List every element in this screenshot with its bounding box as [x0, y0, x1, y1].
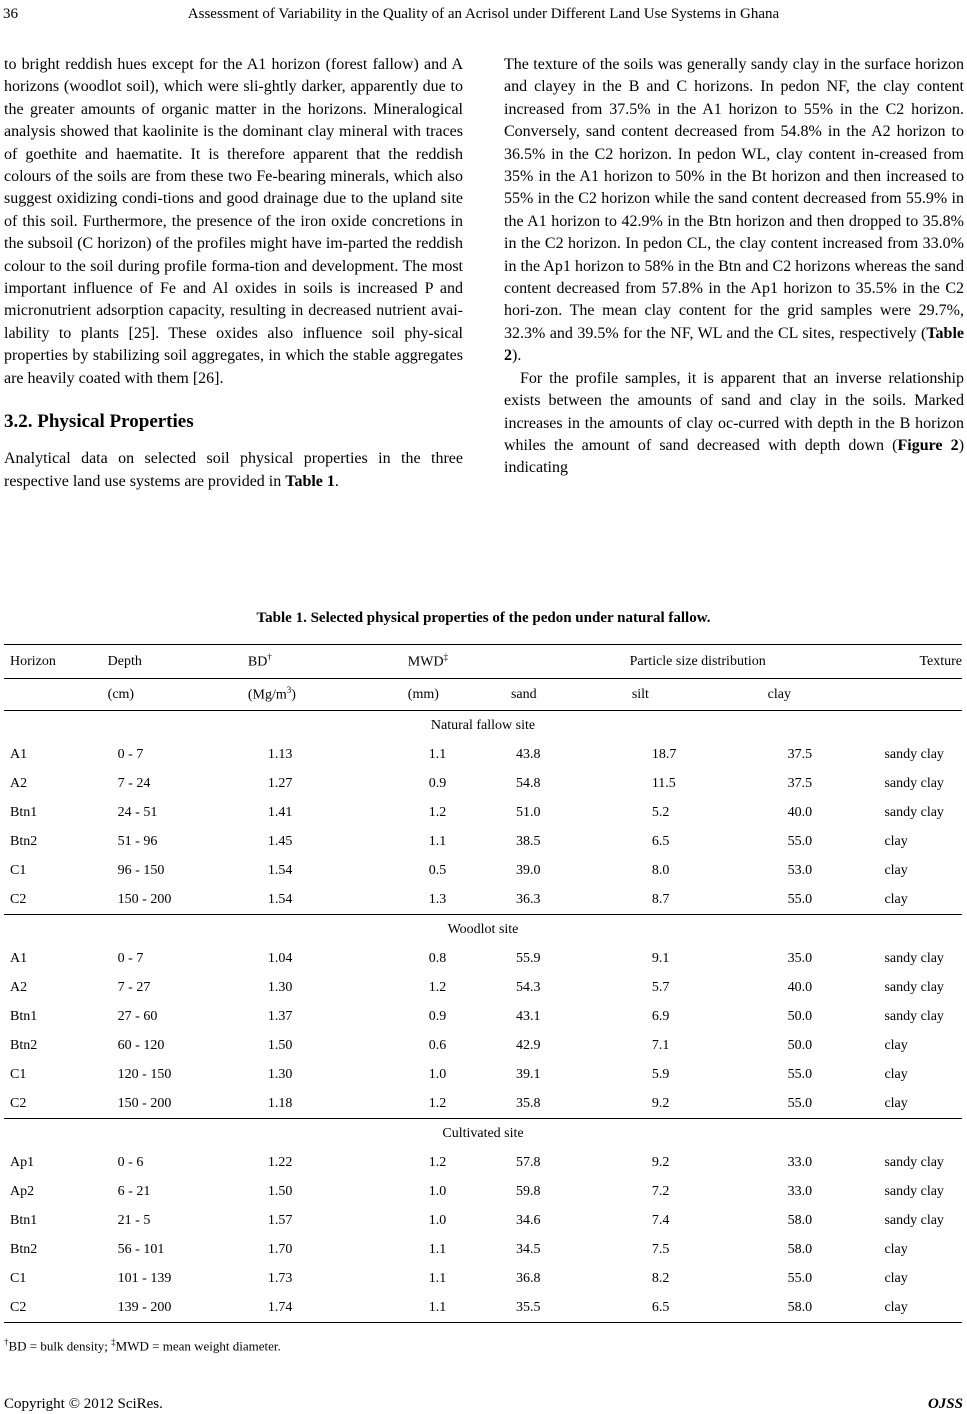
unit-clay: clay: [768, 679, 885, 711]
cell-horizon: C2: [10, 1095, 27, 1111]
site-label: Natural fallow site: [4, 711, 962, 741]
site-label: Woodlot site: [4, 915, 962, 945]
cell-mwd: 1.1: [408, 1293, 511, 1323]
cell-horizon: Btn2: [10, 1241, 38, 1257]
journal-abbrev: OJSS: [927, 1396, 963, 1412]
cell-depth: 150 - 200: [117, 891, 172, 907]
cell-depth: 139 - 200: [108, 1293, 248, 1323]
cell-texture: sandy clay: [884, 950, 944, 966]
cell-clay: 33.0: [787, 1183, 813, 1199]
cell-sand: 51.0: [515, 804, 541, 820]
cell-sand: 43.1: [515, 1008, 541, 1024]
table-row: [4, 1206, 962, 1235]
table-units-row: [4, 679, 962, 711]
table-row: [4, 856, 962, 885]
cell-depth: 24 - 51: [117, 804, 158, 820]
cell-silt: 6.5: [632, 1293, 768, 1323]
cell-mwd: 1.2: [428, 979, 447, 995]
cell-depth: 7 - 24: [117, 775, 151, 791]
table-row: [4, 1177, 962, 1206]
cell-horizon: Btn2: [10, 1037, 38, 1053]
right-paragraph-2-text: For the profile samples, it is apparent that an inverse relationship exists between the amounts of sand and clay in the soils. Marked increases in the amounts of clay oc-curred with depth in the B horizon whiles the amount of sand decreased with depth down (: [504, 369, 964, 454]
cell-texture: clay: [884, 1270, 908, 1286]
cell-horizon: C1: [10, 862, 27, 878]
cell-silt: 5.7: [651, 979, 670, 995]
cell-horizon: Ap2: [10, 1183, 35, 1199]
cell-bulk-density: 1.50: [267, 1037, 293, 1053]
table-header-row: [4, 645, 962, 679]
cell-texture: clay: [884, 833, 908, 849]
cell-silt: 6.9: [651, 1008, 670, 1024]
cell-mwd: 1.1: [428, 1241, 447, 1257]
left-paragraph-2-text: Analytical data on selected soil physical properties in the three respective land use systems are provided in: [4, 450, 463, 490]
cell-depth: 56 - 101: [117, 1241, 165, 1257]
cell-horizon: C1: [10, 1066, 27, 1082]
cell-texture: sandy clay: [884, 979, 944, 995]
cell-sand: 42.9: [515, 1037, 541, 1053]
cell-silt: 7.4: [651, 1212, 670, 1228]
cell-horizon: C2: [10, 891, 27, 907]
cell-bulk-density: 1.73: [267, 1270, 293, 1286]
cell-silt: 9.2: [651, 1154, 670, 1170]
cell-mwd: 1.1: [428, 1270, 447, 1286]
cell-bulk-density: 1.37: [267, 1008, 293, 1024]
cell-texture: clay: [884, 1293, 962, 1323]
table-row: [4, 798, 962, 827]
cell-bulk-density: 1.30: [267, 979, 293, 995]
cell-mwd: 1.2: [428, 1154, 447, 1170]
left-column: [4, 54, 463, 493]
cell-clay: 50.0: [787, 1037, 813, 1053]
cell-clay: 33.0: [787, 1154, 813, 1170]
cell-silt: 7.1: [651, 1037, 670, 1053]
table-row: [4, 740, 962, 769]
right-paragraph-2-end: ) indicating: [504, 436, 965, 477]
cell-bulk-density: 1.30: [267, 1066, 293, 1082]
cell-bulk-density: 1.54: [267, 891, 293, 907]
cell-depth: 0 - 6: [117, 1154, 144, 1170]
cell-depth: 60 - 120: [117, 1037, 165, 1053]
cell-horizon: A2: [10, 775, 28, 791]
cell-depth: 101 - 139: [117, 1270, 172, 1286]
cell-sand: 59.8: [515, 1183, 541, 1199]
running-title: Assessment of Variability in the Quality of an Acrisol under Different Land Use Systems in Ghana: [187, 6, 780, 22]
unit-bd: $(Mg/m^3)$: [248, 679, 408, 711]
cell-horizon: A2: [10, 979, 28, 995]
cell-sand: 39.0: [515, 862, 541, 878]
cell-mwd: 1.0: [428, 1066, 447, 1082]
table-row: [4, 973, 962, 1002]
cell-bulk-density: 1.45: [267, 833, 293, 849]
site-label: Cultivated site: [4, 1119, 962, 1149]
cell-texture: sandy clay: [884, 804, 944, 820]
cell-clay: 55.0: [787, 833, 813, 849]
cell-horizon: C1: [10, 1270, 27, 1286]
cell-sand: 36.3: [515, 891, 541, 907]
cell-mwd: 1.2: [428, 1095, 447, 1111]
header-depth: Depth: [108, 645, 248, 679]
cell-bulk-density: 1.41: [267, 804, 293, 820]
cell-depth: 150 - 200: [117, 1095, 172, 1111]
cell-silt: 9.1: [651, 950, 670, 966]
table-row: [4, 1293, 962, 1323]
cell-sand: 34.5: [515, 1241, 541, 1257]
cell-silt: 11.5: [651, 775, 676, 791]
cell-texture: sandy clay: [884, 1008, 944, 1024]
cell-texture: clay: [884, 862, 908, 878]
cell-mwd: 0.5: [428, 862, 447, 878]
cell-clay: 58.0: [787, 1241, 813, 1257]
cell-bulk-density: 1.18: [267, 1095, 293, 1111]
cell-sand: 35.5: [511, 1293, 632, 1323]
cell-silt: 7.2: [651, 1183, 670, 1199]
header-texture: Texture: [884, 645, 962, 679]
cell-texture: clay: [884, 1241, 908, 1257]
cell-texture: clay: [884, 1037, 908, 1053]
left-paragraph-2: [4, 448, 463, 493]
cell-bulk-density: 1.70: [267, 1241, 293, 1257]
header-particle-size: Particle size distribution: [511, 645, 884, 679]
unit-sand: sand: [511, 679, 632, 711]
cell-sand: 57.8: [515, 1154, 541, 1170]
cell-bulk-density: 1.57: [267, 1212, 293, 1228]
cell-clay: 55.0: [787, 1270, 813, 1286]
cell-bulk-density: 1.50: [267, 1183, 293, 1199]
cell-silt: 5.9: [651, 1066, 670, 1082]
cell-mwd: 1.3: [428, 891, 447, 907]
table-row: [4, 827, 962, 856]
cell-silt: 8.7: [651, 891, 670, 907]
table-row: [4, 1002, 962, 1031]
table-caption: Table 1. Selected physical properties of the pedon under natural fallow.: [256, 610, 711, 626]
page-number: 36: [3, 6, 18, 22]
cell-clay: 37.5: [787, 746, 813, 762]
table-row: [4, 1060, 962, 1089]
cell-silt: 18.7: [651, 746, 677, 762]
cell-bulk-density: 1.22: [267, 1154, 293, 1170]
cell-sand: 39.1: [515, 1066, 541, 1082]
cell-clay: 55.0: [787, 1066, 813, 1082]
cell-clay: 55.0: [787, 1095, 813, 1111]
table-row: [4, 1148, 962, 1177]
cell-horizon: Btn1: [10, 1212, 38, 1228]
unit-depth: (cm): [108, 679, 248, 711]
cell-depth: 0 - 7: [117, 746, 144, 762]
cell-texture: sandy clay: [884, 1183, 944, 1199]
cell-bulk-density: 1.74: [248, 1293, 408, 1323]
cell-bulk-density: 1.27: [267, 775, 293, 791]
table-2-ref: Table 2: [504, 324, 964, 365]
cell-clay: 35.0: [787, 950, 813, 966]
cell-sand: 34.6: [515, 1212, 541, 1228]
cell-clay: 58.0: [787, 1212, 813, 1228]
physical-properties-table: [4, 644, 962, 1323]
unit-silt: silt: [632, 679, 768, 711]
site-row: [4, 915, 962, 945]
table-1-ref: Table 1: [285, 472, 335, 490]
cell-texture: clay: [884, 891, 908, 907]
cell-mwd: 1.1: [428, 833, 447, 849]
cell-depth: 0 - 7: [117, 950, 144, 966]
right-paragraph-1-text: The texture of the soils was generally sandy clay in the surface horizon and clayey in the B and C horizons. In pedon NF, the clay content increased from 37.5% in the A1 horizon to 55% in the C2 horizon. Conversely, sand content decreased from 54.8% in the A2 horizon to 36.5% in the C2 horizon. In pedon WL, clay content in-creased from 35% in the A1 horizon to 50% in the Bt horizon and then increased to 55% in the C2 horizon while the sand content decreased from 55.9% in the A1 horizon to 42.9% in the Btn horizon and then dropped to 35.8% in the C2 horizon. In pedon CL, the clay content increased from 33.0% in the Ap1 horizon to 58% in the Btn and C2 horizons whereas the sand content decreased from 57.8% in the Ap1 horizon to 35.5% in the C2 hori-zon. The mean clay content for the grid samples were 29.7%, 32.3% and 39.5% for the NF, WL and the CL sites, respectively (: [504, 56, 964, 342]
cell-horizon: Btn2: [10, 833, 38, 849]
unit-mwd: (mm): [408, 679, 511, 711]
cell-mwd: 0.9: [428, 1008, 447, 1024]
cell-depth: 21 - 5: [117, 1212, 151, 1228]
cell-horizon: Btn1: [10, 1008, 38, 1024]
left-paragraph-1: to bright reddish hues except for the A1 horizon (forest fallow) and A horizons (woodlot soil), which were sli-ghtly darker, apparently due to the greater amounts of organic matter in the horizons. Mineralogical analysis showed that kaolinite is the dominant clay mineral with traces of goethite and haematite. It is therefore apparent that the reddish colours of the soils are from these two Fe-bearing minerals, which also suggest oxidizing condi-tions and good drainage due to the upland site of this soil. Furthermore, the presence of the iron oxide concretions in the subsoil (C horizon) of the profiles might have im-parted the reddish colour to the soil during profile forma-tion and development. The most important influence of Fe and Al oxides in soils is increased P and micronutrient adsorption capacity, resulting in decreased nutrient avai-lability to plants [25]. These oxides also influence soil phy-sical properties by stabilizing soil aggregates, in which the stable aggregates are heavily coated with them [26].: [4, 56, 463, 387]
copyright: Copyright © 2012 SciRes.: [4, 1396, 163, 1412]
cell-sand: 36.8: [515, 1270, 541, 1286]
cell-clay: 50.0: [787, 1008, 813, 1024]
cell-texture: sandy clay: [884, 1154, 944, 1170]
table-row: [4, 1089, 962, 1119]
cell-sand: 54.3: [515, 979, 541, 995]
cell-bulk-density: 1.13: [267, 746, 293, 762]
cell-depth: 6 - 21: [117, 1183, 151, 1199]
cell-texture: clay: [884, 1066, 908, 1082]
cell-silt: 5.2: [651, 804, 670, 820]
right-paragraph-1-end: ).: [512, 347, 522, 365]
right-paragraph-2: [504, 368, 964, 480]
table-row: [4, 944, 962, 973]
cell-texture: clay: [884, 1095, 908, 1111]
cell-depth: 7 - 27: [117, 979, 151, 995]
right-paragraph-1: [504, 54, 964, 368]
cell-mwd: 1.1: [428, 746, 447, 762]
cell-clay: 37.5: [787, 775, 813, 791]
cell-sand: 35.8: [515, 1095, 541, 1111]
cell-silt: 8.2: [651, 1270, 670, 1286]
cell-horizon: A1: [10, 950, 28, 966]
site-row: [4, 711, 962, 741]
cell-sand: 43.8: [515, 746, 541, 762]
table-row: [4, 885, 962, 915]
cell-sand: 54.8: [515, 775, 541, 791]
header-bd: BD†: [248, 645, 408, 679]
cell-clay: 40.0: [787, 979, 813, 995]
section-heading: 3.2. Physical Properties: [4, 411, 194, 433]
cell-silt: 7.5: [651, 1241, 670, 1257]
cell-silt: 8.0: [651, 862, 670, 878]
cell-horizon: C2: [4, 1293, 108, 1323]
cell-sand: 38.5: [515, 833, 541, 849]
cell-bulk-density: 1.54: [267, 862, 293, 878]
cell-clay: 58.0: [768, 1293, 885, 1323]
running-header: [0, 6, 967, 26]
cell-silt: 6.5: [651, 833, 670, 849]
cell-bulk-density: 1.04: [267, 950, 293, 966]
cell-depth: 96 - 150: [117, 862, 165, 878]
table-footnote: †BD = bulk density; ‡MWD = mean weight diameter.: [4, 1337, 281, 1354]
cell-horizon: Ap1: [10, 1154, 35, 1170]
table-row: [4, 769, 962, 798]
cell-clay: 53.0: [787, 862, 813, 878]
site-row: [4, 1119, 962, 1149]
right-column: [504, 54, 964, 480]
cell-mwd: 1.0: [428, 1212, 447, 1228]
cell-depth: 120 - 150: [117, 1066, 172, 1082]
cell-texture: sandy clay: [884, 1212, 944, 1228]
cell-mwd: 1.2: [428, 804, 447, 820]
table-row: [4, 1235, 962, 1264]
cell-clay: 40.0: [787, 804, 813, 820]
cell-horizon: Btn1: [10, 804, 38, 820]
cell-sand: 55.9: [515, 950, 541, 966]
table-row: [4, 1264, 962, 1293]
table-row: [4, 1031, 962, 1060]
cell-mwd: 0.9: [428, 775, 447, 791]
header-horizon: Horizon: [4, 645, 108, 679]
cell-horizon: A1: [10, 746, 28, 762]
cell-clay: 55.0: [787, 891, 813, 907]
cell-mwd: 0.8: [428, 950, 447, 966]
cell-depth: 27 - 60: [117, 1008, 158, 1024]
cell-silt: 9.2: [651, 1095, 670, 1111]
cell-texture: sandy clay: [884, 775, 944, 791]
cell-texture: sandy clay: [884, 746, 944, 762]
cell-mwd: 0.6: [428, 1037, 447, 1053]
header-mwd: MWD‡: [408, 645, 511, 679]
left-paragraph-2-end: .: [334, 472, 339, 490]
figure-2-ref: Figure 2: [897, 436, 959, 454]
cell-mwd: 1.0: [428, 1183, 447, 1199]
cell-depth: 51 - 96: [117, 833, 158, 849]
